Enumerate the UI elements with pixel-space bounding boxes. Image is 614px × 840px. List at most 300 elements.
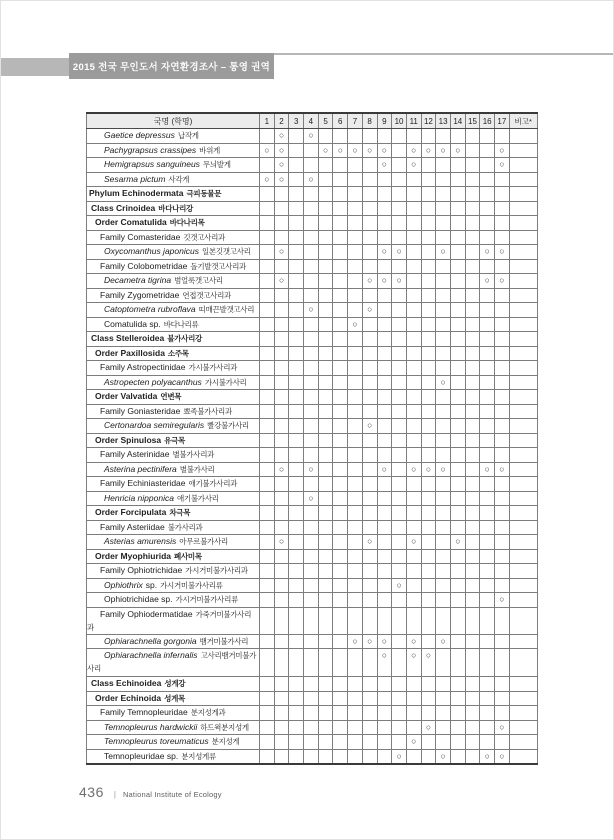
site-cell	[318, 593, 333, 608]
site-cell	[289, 259, 304, 274]
site-cell	[333, 245, 348, 260]
site-cell	[450, 274, 465, 289]
site-cell	[495, 564, 510, 579]
site-cell	[304, 578, 319, 593]
site-cell	[318, 259, 333, 274]
site-cell	[289, 749, 304, 764]
korean-name: 폐사미목	[174, 551, 202, 561]
site-cell	[333, 520, 348, 535]
site-cell	[480, 419, 495, 434]
site-cell	[406, 549, 421, 564]
taxon-name-cell	[87, 749, 260, 764]
site-cell	[436, 735, 451, 750]
site-cell	[260, 303, 275, 318]
site-cell	[304, 259, 319, 274]
site-cell	[377, 593, 392, 608]
note-cell	[509, 317, 537, 332]
site-cell	[304, 535, 319, 550]
korean-name: 하드윅분지성게	[200, 722, 249, 732]
site-cell	[289, 634, 304, 649]
site-cell	[406, 245, 421, 260]
latin-name-roman: Family Goniasteridae	[100, 405, 181, 416]
latin-name-roman: sp.	[145, 579, 158, 590]
site-cell	[348, 477, 363, 492]
table-row	[87, 578, 538, 593]
site-cell	[421, 317, 436, 332]
site-cell	[348, 259, 363, 274]
site-cell	[260, 720, 275, 735]
site-cell	[450, 317, 465, 332]
site-cell	[304, 332, 319, 347]
site-cell	[436, 288, 451, 303]
site-cell	[406, 361, 421, 376]
site-cell	[304, 230, 319, 245]
site-cell	[304, 448, 319, 463]
site-cell	[377, 332, 392, 347]
table-row	[87, 735, 538, 750]
site-cell	[436, 691, 451, 706]
occurrence-mark: ○	[480, 274, 495, 289]
note-cell	[509, 564, 537, 579]
site-cell	[304, 720, 319, 735]
site-cell	[289, 419, 304, 434]
latin-name-italic: Pachygrapsus crassipes	[104, 144, 197, 155]
site-cell	[392, 361, 407, 376]
note-cell	[509, 346, 537, 361]
site-cell	[495, 187, 510, 202]
site-cell	[318, 419, 333, 434]
occurrence-mark: ○	[318, 143, 333, 158]
occurrence-mark: ○	[480, 462, 495, 477]
site-cell	[348, 274, 363, 289]
site-cell	[289, 448, 304, 463]
site-cell	[465, 245, 480, 260]
latin-name-roman: Family Asteriidae	[100, 521, 165, 532]
site-cell	[480, 578, 495, 593]
site-cell	[348, 535, 363, 550]
taxon-name-cell	[87, 346, 260, 361]
korean-name: 유극목	[164, 435, 185, 445]
site-cell	[421, 216, 436, 231]
site-cell	[348, 578, 363, 593]
note-cell	[509, 535, 537, 550]
site-cell	[450, 288, 465, 303]
latin-name-roman: Family Temnopleuridae	[100, 707, 188, 718]
chapter-title: 2015 전국 무인도서 자연환경조사 – 통영 권역	[69, 53, 274, 79]
site-cell	[274, 749, 289, 764]
header-band-line	[274, 53, 614, 55]
site-cell	[436, 607, 451, 634]
occurrence-mark: ○	[362, 535, 377, 550]
occurrence-mark: ○	[436, 375, 451, 390]
site-cell	[362, 477, 377, 492]
species-occurrence-table	[86, 112, 538, 765]
note-cell	[509, 303, 537, 318]
occurrence-mark: ○	[392, 578, 407, 593]
site-cell	[274, 649, 289, 677]
table-row	[87, 317, 538, 332]
note-cell	[509, 390, 537, 405]
col-header-site-7: 7	[348, 113, 363, 129]
note-cell	[509, 448, 537, 463]
site-cell	[274, 259, 289, 274]
site-cell	[495, 578, 510, 593]
site-cell	[406, 274, 421, 289]
site-cell	[406, 303, 421, 318]
site-cell	[318, 477, 333, 492]
site-cell	[318, 735, 333, 750]
note-cell	[509, 419, 537, 434]
site-cell	[274, 491, 289, 506]
col-header-note: 비고*	[509, 113, 537, 129]
occurrence-mark: ○	[392, 245, 407, 260]
note-cell	[509, 245, 537, 260]
site-cell	[495, 375, 510, 390]
site-cell	[260, 677, 275, 692]
site-cell	[495, 216, 510, 231]
site-cell	[480, 375, 495, 390]
site-cell	[377, 375, 392, 390]
site-cell	[289, 201, 304, 216]
site-cell	[406, 187, 421, 202]
site-cell	[260, 462, 275, 477]
site-cell	[480, 477, 495, 492]
korean-name: 납작게	[177, 131, 199, 141]
taxon-name-cell	[87, 375, 260, 390]
latin-name-italic: Ophiothrix	[104, 579, 143, 590]
site-cell	[392, 346, 407, 361]
site-cell	[406, 448, 421, 463]
site-cell	[465, 720, 480, 735]
occurrence-mark: ○	[260, 172, 275, 187]
korean-name: 바다나리강	[158, 203, 193, 213]
occurrence-mark: ○	[450, 143, 465, 158]
table-header-row	[87, 113, 538, 129]
site-cell	[289, 593, 304, 608]
site-cell	[421, 346, 436, 361]
site-cell	[274, 706, 289, 721]
site-cell	[289, 158, 304, 173]
site-cell	[392, 187, 407, 202]
site-cell	[260, 375, 275, 390]
site-cell	[289, 216, 304, 231]
site-cell	[377, 433, 392, 448]
taxon-name-cell	[87, 691, 260, 706]
taxon-name-cell	[87, 607, 260, 634]
site-cell	[465, 735, 480, 750]
site-cell	[289, 491, 304, 506]
site-cell	[318, 677, 333, 692]
site-cell	[362, 259, 377, 274]
col-header-site-6: 6	[333, 113, 348, 129]
note-cell	[509, 230, 537, 245]
site-cell	[436, 390, 451, 405]
site-cell	[260, 158, 275, 173]
korean-name: 일본깃갯고사리	[201, 247, 251, 257]
site-cell	[392, 477, 407, 492]
site-cell	[436, 593, 451, 608]
site-cell	[289, 506, 304, 521]
site-cell	[436, 303, 451, 318]
site-cell	[406, 691, 421, 706]
site-cell	[421, 390, 436, 405]
site-cell	[348, 549, 363, 564]
site-cell	[362, 564, 377, 579]
korean-name: 불가사리과	[167, 522, 203, 532]
site-cell	[377, 706, 392, 721]
site-cell	[480, 346, 495, 361]
site-cell	[333, 706, 348, 721]
site-cell	[465, 158, 480, 173]
note-cell	[509, 187, 537, 202]
taxon-name-cell	[87, 245, 260, 260]
site-cell	[304, 317, 319, 332]
site-cell	[274, 375, 289, 390]
table-row	[87, 448, 538, 463]
site-cell	[436, 172, 451, 187]
site-cell	[377, 491, 392, 506]
site-cell	[421, 735, 436, 750]
table-row	[87, 649, 538, 677]
site-cell	[392, 520, 407, 535]
site-cell	[421, 245, 436, 260]
latin-name-roman: Family Ophiotrichidae	[100, 565, 183, 576]
site-cell	[480, 448, 495, 463]
site-cell	[348, 520, 363, 535]
site-cell	[480, 535, 495, 550]
col-header-name: 국명 (학명)	[87, 113, 260, 129]
occurrence-mark: ○	[362, 274, 377, 289]
occurrence-mark: ○	[480, 245, 495, 260]
occurrence-mark: ○	[274, 535, 289, 550]
occurrence-mark: ○	[304, 303, 319, 318]
site-cell	[377, 230, 392, 245]
latin-name-italic: Asterina pectinifera	[104, 463, 177, 474]
site-cell	[377, 735, 392, 750]
site-cell	[436, 506, 451, 521]
site-cell	[377, 346, 392, 361]
table-row	[87, 433, 538, 448]
note-cell	[509, 274, 537, 289]
site-cell	[333, 564, 348, 579]
site-cell	[274, 288, 289, 303]
site-cell	[421, 419, 436, 434]
site-cell	[348, 706, 363, 721]
site-cell	[480, 201, 495, 216]
site-cell	[392, 404, 407, 419]
site-cell	[333, 303, 348, 318]
site-cell	[348, 506, 363, 521]
latin-name-roman: Order Myophiurida	[95, 550, 172, 561]
note-cell	[509, 634, 537, 649]
site-cell	[480, 720, 495, 735]
site-cell	[362, 129, 377, 144]
site-cell	[450, 448, 465, 463]
site-cell	[318, 404, 333, 419]
site-cell	[274, 607, 289, 634]
site-cell	[377, 448, 392, 463]
occurrence-mark: ○	[421, 462, 436, 477]
site-cell	[465, 433, 480, 448]
note-cell	[509, 520, 537, 535]
site-cell	[260, 749, 275, 764]
site-cell	[465, 749, 480, 764]
site-cell	[333, 749, 348, 764]
site-cell	[421, 332, 436, 347]
site-cell	[348, 433, 363, 448]
site-cell	[362, 506, 377, 521]
site-cell	[480, 361, 495, 376]
site-cell	[318, 129, 333, 144]
site-cell	[377, 201, 392, 216]
site-cell	[362, 317, 377, 332]
occurrence-mark: ○	[304, 491, 319, 506]
site-cell	[436, 677, 451, 692]
site-cell	[480, 187, 495, 202]
site-cell	[480, 520, 495, 535]
site-cell	[495, 448, 510, 463]
site-cell	[260, 649, 275, 677]
site-cell	[318, 230, 333, 245]
site-cell	[333, 649, 348, 677]
latin-name-italic: Sesarma pictum	[104, 173, 166, 184]
table-row	[87, 303, 538, 318]
site-cell	[260, 216, 275, 231]
site-cell	[392, 491, 407, 506]
occurrence-mark: ○	[495, 158, 510, 173]
site-cell	[392, 706, 407, 721]
site-cell	[304, 520, 319, 535]
site-cell	[465, 216, 480, 231]
site-cell	[406, 578, 421, 593]
site-cell	[495, 390, 510, 405]
occurrence-mark: ○	[377, 649, 392, 677]
site-cell	[480, 317, 495, 332]
site-cell	[450, 419, 465, 434]
site-cell	[348, 158, 363, 173]
occurrence-mark: ○	[406, 462, 421, 477]
taxon-name-cell	[87, 303, 260, 318]
site-cell	[465, 288, 480, 303]
site-cell	[274, 677, 289, 692]
site-cell	[304, 375, 319, 390]
occurrence-mark: ○	[436, 749, 451, 764]
site-cell	[450, 462, 465, 477]
site-cell	[450, 303, 465, 318]
site-cell	[377, 691, 392, 706]
site-cell	[348, 245, 363, 260]
site-cell	[406, 259, 421, 274]
table-row	[87, 404, 538, 419]
site-cell	[495, 634, 510, 649]
site-cell	[362, 607, 377, 634]
site-cell	[436, 520, 451, 535]
site-cell	[465, 259, 480, 274]
site-cell	[465, 375, 480, 390]
site-cell	[495, 735, 510, 750]
site-cell	[465, 477, 480, 492]
site-cell	[304, 735, 319, 750]
korean-name: 차극목	[169, 508, 191, 518]
table-row	[87, 201, 538, 216]
korean-name: 범얼룩갯고사리	[174, 276, 223, 286]
site-cell	[421, 158, 436, 173]
site-cell	[274, 593, 289, 608]
latin-name-roman: Class Stelleroidea	[91, 333, 165, 344]
site-cell	[348, 720, 363, 735]
site-cell	[392, 375, 407, 390]
taxon-name-cell	[87, 288, 260, 303]
site-cell	[406, 520, 421, 535]
korean-name: 가시불가사리	[204, 377, 247, 387]
site-cell	[304, 433, 319, 448]
site-cell	[377, 749, 392, 764]
site-cell	[450, 506, 465, 521]
site-cell	[406, 706, 421, 721]
site-cell	[465, 506, 480, 521]
site-cell	[362, 375, 377, 390]
taxon-name-cell	[87, 129, 260, 144]
site-cell	[377, 520, 392, 535]
site-cell	[304, 216, 319, 231]
site-cell	[318, 303, 333, 318]
site-cell	[421, 361, 436, 376]
korean-name: 분지성게류	[181, 751, 216, 761]
occurrence-mark: ○	[406, 143, 421, 158]
korean-name: 가시거미불가사리류	[160, 580, 223, 590]
site-cell	[348, 749, 363, 764]
korean-name: 빨강불가사리	[207, 421, 249, 431]
korean-name: 불가사리강	[167, 334, 202, 344]
site-cell	[304, 706, 319, 721]
site-cell	[465, 677, 480, 692]
site-cell	[421, 172, 436, 187]
site-cell	[421, 230, 436, 245]
table-row	[87, 535, 538, 550]
taxon-name-cell	[87, 593, 260, 608]
site-cell	[304, 607, 319, 634]
site-cell	[495, 404, 510, 419]
site-cell	[318, 172, 333, 187]
site-cell	[348, 346, 363, 361]
site-cell	[406, 593, 421, 608]
site-cell	[465, 564, 480, 579]
site-cell	[421, 549, 436, 564]
table-row	[87, 720, 538, 735]
site-cell	[436, 564, 451, 579]
site-cell	[377, 578, 392, 593]
site-cell	[406, 564, 421, 579]
taxon-name-cell	[87, 677, 260, 692]
korean-name: 가시불가사리과	[188, 363, 238, 373]
site-cell	[392, 735, 407, 750]
site-cell	[348, 649, 363, 677]
site-cell	[465, 201, 480, 216]
site-cell	[392, 230, 407, 245]
note-cell	[509, 433, 537, 448]
site-cell	[392, 564, 407, 579]
site-cell	[274, 303, 289, 318]
occurrence-mark: ○	[421, 720, 436, 735]
site-cell	[377, 535, 392, 550]
site-cell	[450, 593, 465, 608]
site-cell	[274, 390, 289, 405]
site-cell	[392, 216, 407, 231]
taxon-name-cell	[87, 634, 260, 649]
latin-name-roman: Order Paxillosida	[95, 347, 165, 358]
latin-name-italic: Asterias amurensis	[104, 536, 177, 547]
site-cell	[333, 535, 348, 550]
